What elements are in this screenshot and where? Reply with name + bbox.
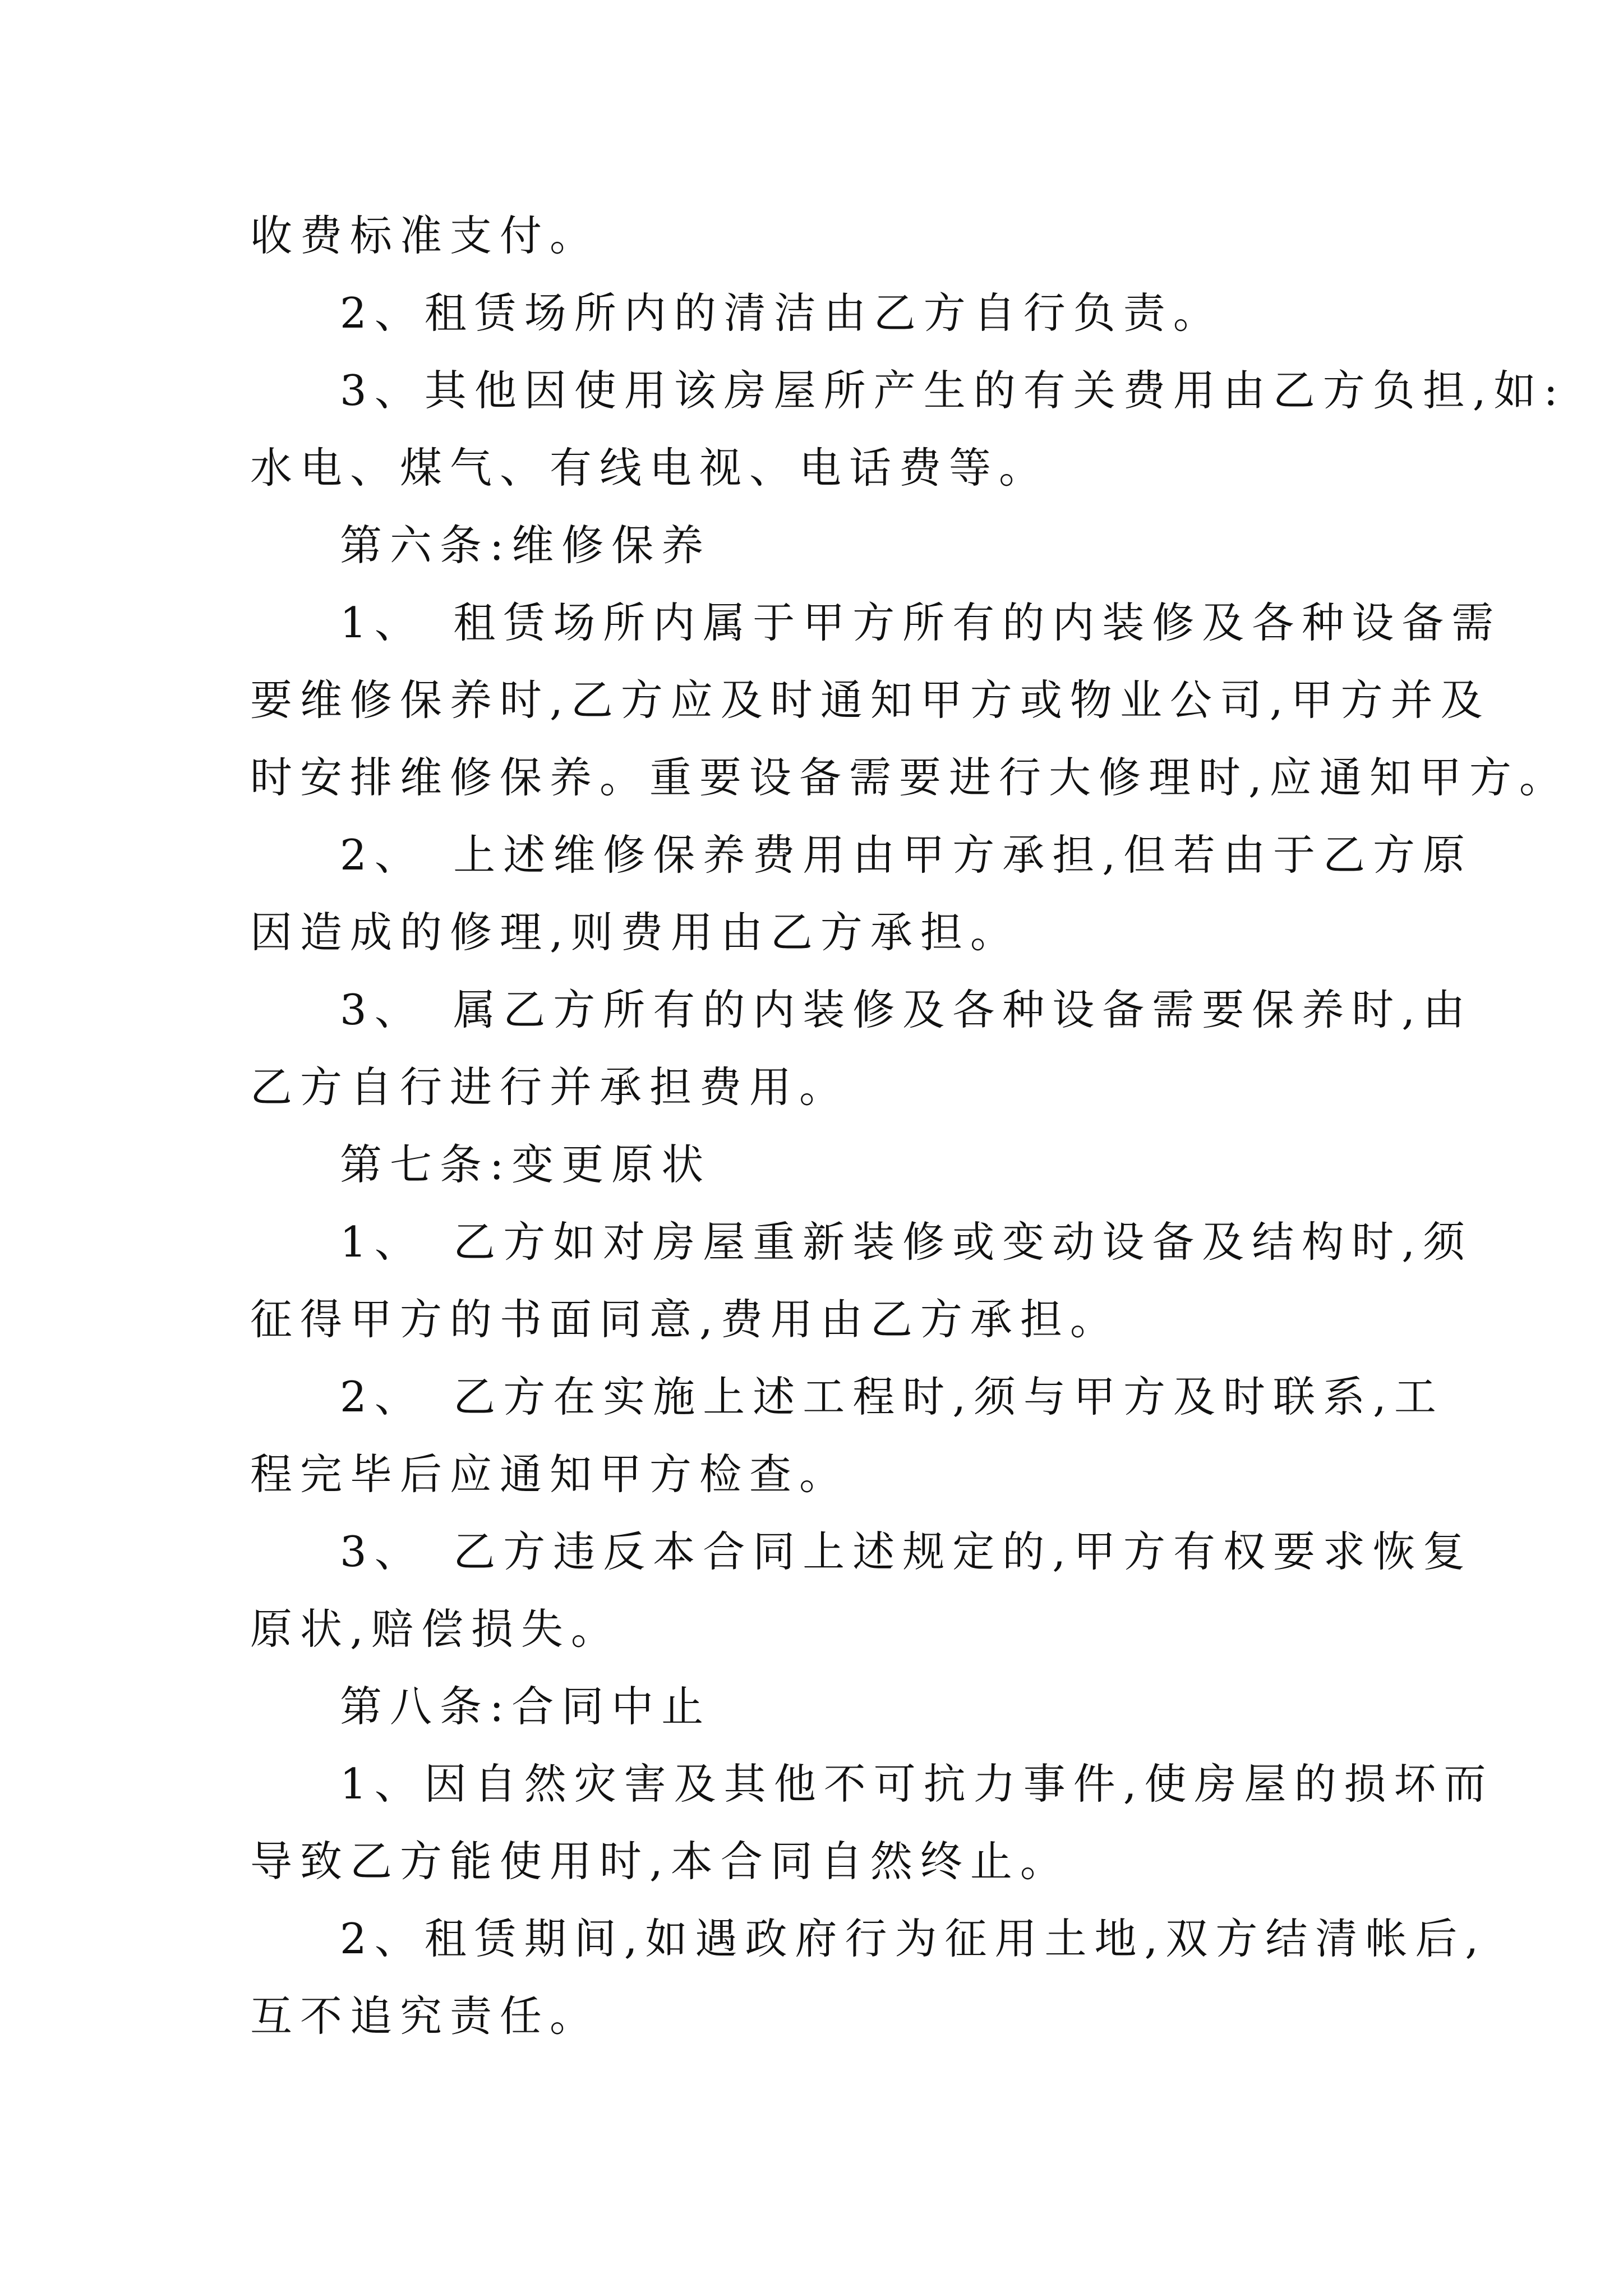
text-line: 互不追究责任。 xyxy=(250,1991,600,2041)
text-line: 3、其他因使用该房屋所产生的有关费用由乙方负担,如: xyxy=(340,366,1566,415)
text-line: 3、 乙方违反本合同上述规定的,甲方有权要求恢复 xyxy=(340,1527,1473,1576)
text-line: 收费标准支付。 xyxy=(250,211,600,260)
text-line: 2、 乙方在实施上述工程时,须与甲方及时联系,工 xyxy=(340,1372,1444,1421)
text-line: 导致乙方能使用时,本合同自然终止。 xyxy=(250,1837,1070,1886)
text-line: 征得甲方的书面同意,费用由乙方承担。 xyxy=(250,1295,1120,1344)
text-line: 2、租赁场所内的清洁由乙方自行负责。 xyxy=(340,288,1223,338)
text-line: 原状,赔偿损失。 xyxy=(250,1604,621,1654)
text-line: 程完毕后应通知甲方检查。 xyxy=(250,1450,850,1499)
section-heading: 第八条:合同中止 xyxy=(340,1682,712,1731)
section-heading: 第六条:维修保养 xyxy=(340,521,712,570)
section-heading: 第七条:变更原状 xyxy=(340,1140,712,1189)
text-line: 1、 租赁场所内属于甲方所有的内装修及各种设备需 xyxy=(340,598,1502,647)
text-line: 1、因自然灾害及其他不可抗力事件,使房屋的损坏而 xyxy=(340,1759,1494,1809)
text-line: 乙方自行进行并承担费用。 xyxy=(250,1062,850,1112)
text-line: 2、 上述维修保养费用由甲方承担,但若由于乙方原 xyxy=(340,830,1473,880)
text-line: 3、 属乙方所有的内装修及各种设备需要保养时,由 xyxy=(340,985,1473,1034)
text-line: 1、 乙方如对房屋重新装修或变动设备及结构时,须 xyxy=(340,1217,1473,1267)
text-line: 要维修保养时,乙方应及时通知甲方或物业公司,甲方并及 xyxy=(250,675,1491,725)
text-line: 时安排维修保养。重要设备需要进行大修理时,应通知甲方。 xyxy=(250,753,1569,802)
text-line: 水电、煤气、有线电视、电话费等。 xyxy=(250,443,1049,493)
text-line: 因造成的修理,则费用由乙方承担。 xyxy=(250,908,1020,957)
text-line: 2、租赁期间,如遇政府行为征用土地,双方结清帐后, xyxy=(340,1914,1487,1963)
